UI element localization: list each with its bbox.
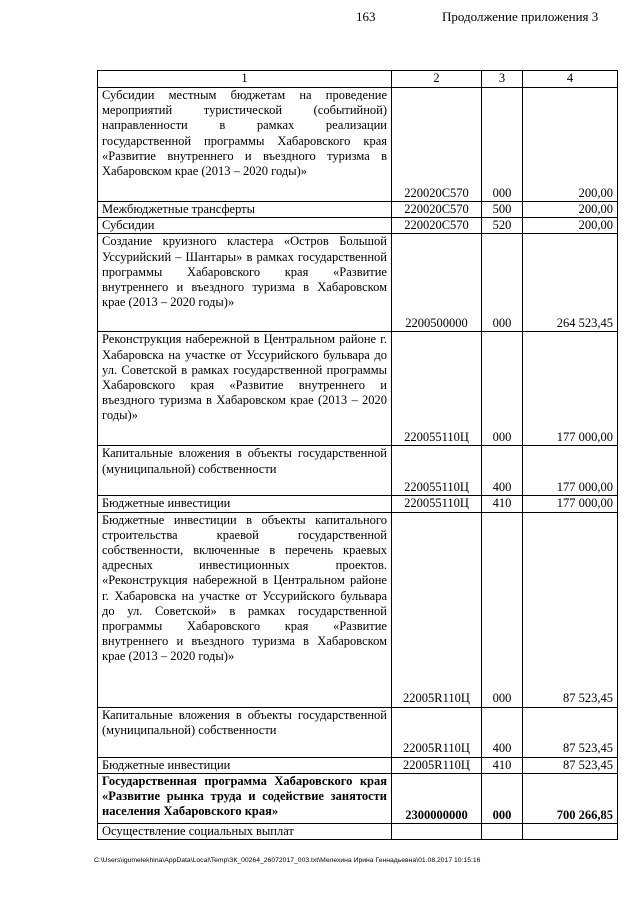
row-amount: 200,00	[523, 88, 618, 202]
row-code: 22005R110Ц	[392, 512, 482, 707]
row-amount: 177 000,00	[523, 496, 618, 512]
row-name: Бюджетные инвестиции	[98, 757, 392, 773]
table-row	[98, 496, 618, 512]
row-amount: 200,00	[523, 202, 618, 218]
row-code: 22005R110Ц	[392, 757, 482, 773]
row-type: 520	[482, 218, 523, 234]
row-code	[392, 823, 482, 839]
page-number: 163	[356, 9, 376, 24]
column-header: 2	[392, 71, 482, 88]
row-name: Субсидии	[98, 218, 392, 234]
row-code: 220055110Ц	[392, 332, 482, 446]
row-code: 2200500000	[392, 234, 482, 332]
row-code: 2300000000	[392, 773, 482, 823]
table-row	[98, 332, 618, 446]
row-name: Создание круизного кластера «Остров Большой Уссурийский – Шантары» в рамках государственной программы Хабаровского края «Развитие внутреннего и въездного туризма в Хабаровском крае (2013 – 2020 годы)»	[98, 234, 392, 332]
column-header: 1	[98, 71, 392, 88]
table-row	[98, 773, 618, 823]
row-code: 220020С570	[392, 88, 482, 202]
continuation-note: Продолжение приложения 3	[442, 9, 599, 24]
table-row	[98, 512, 618, 707]
column-header: 3	[482, 71, 523, 88]
row-code: 220055110Ц	[392, 496, 482, 512]
row-amount	[523, 823, 618, 839]
table-row	[98, 218, 618, 234]
row-type: 410	[482, 757, 523, 773]
row-type: 000	[482, 773, 523, 823]
table-row	[98, 446, 618, 496]
row-name: Осуществление социальных выплат	[98, 823, 392, 839]
table-row	[98, 202, 618, 218]
table-row	[98, 823, 618, 839]
row-amount: 87 523,45	[523, 757, 618, 773]
row-type: 400	[482, 446, 523, 496]
row-name: Межбюджетные трансферты	[98, 202, 392, 218]
row-name: Реконструкция набережной в Центральном районе г. Хабаровска на участке от Уссурийского бульвара до ул. Советской в рамках государственной программы Хабаровского края «Развитие внутреннего и въездного туризма в Хабаровском крае (2013 – 2020 годы)»	[98, 332, 392, 446]
row-amount: 177 000,00	[523, 446, 618, 496]
row-name: Бюджетные инвестиции	[98, 496, 392, 512]
row-amount: 87 523,45	[523, 512, 618, 707]
table-row	[98, 707, 618, 757]
table-row	[98, 757, 618, 773]
column-header: 4	[523, 71, 618, 88]
row-code: 220055110Ц	[392, 446, 482, 496]
row-type: 500	[482, 202, 523, 218]
row-type: 000	[482, 512, 523, 707]
row-amount: 264 523,45	[523, 234, 618, 332]
row-name: Бюджетные инвестиции в объекты капитального строительства краевой государственной собственности, включенные в перечень краевых адресных инвестиционных проектов. «Реконструкция набережной в Центральном районе г. Хабаровска на участке от Уссурийского бульвара до ул. Советской» в рамках государственной программы Хабаровского края «Развитие внутреннего и въездного туризма в Хабаровском крае (2013 – 2020 годы)»	[98, 512, 392, 707]
row-code: 220020С570	[392, 218, 482, 234]
table-row	[98, 234, 618, 332]
row-amount: 200,00	[523, 218, 618, 234]
row-name: Субсидии местным бюджетам на проведение мероприятий туристической (событийной) направленности в рамках реализации государственной программы Хабаровского края «Развитие внутреннего и въездного туризма в Хабаровском крае (2013 – 2020 годы)»	[98, 88, 392, 202]
row-code: 220020С570	[392, 202, 482, 218]
row-name: Капитальные вложения в объекты государственной (муниципальной) собственности	[98, 707, 392, 757]
row-type: 000	[482, 88, 523, 202]
file-path-footer: C:\Users\igumelekhina\AppData\Local\Temp\ЗК_00264_26072017_003.txt\Мелехина Ирина Геннадьевна\01.08.2017 10:15:16	[94, 857, 481, 864]
row-amount: 87 523,45	[523, 707, 618, 757]
row-type	[482, 823, 523, 839]
row-amount: 700 266,85	[523, 773, 618, 823]
row-name: Государственная программа Хабаровского края «Развитие рынка труда и содействие занятости населения Хабаровского края»	[98, 773, 392, 823]
row-type: 410	[482, 496, 523, 512]
row-code: 22005R110Ц	[392, 707, 482, 757]
row-type: 000	[482, 234, 523, 332]
row-type: 000	[482, 332, 523, 446]
table-row	[98, 88, 618, 202]
row-name: Капитальные вложения в объекты государственной (муниципальной) собственности	[98, 446, 392, 496]
table-header-row	[98, 71, 618, 88]
row-amount: 177 000,00	[523, 332, 618, 446]
budget-table	[97, 70, 618, 840]
row-type: 400	[482, 707, 523, 757]
